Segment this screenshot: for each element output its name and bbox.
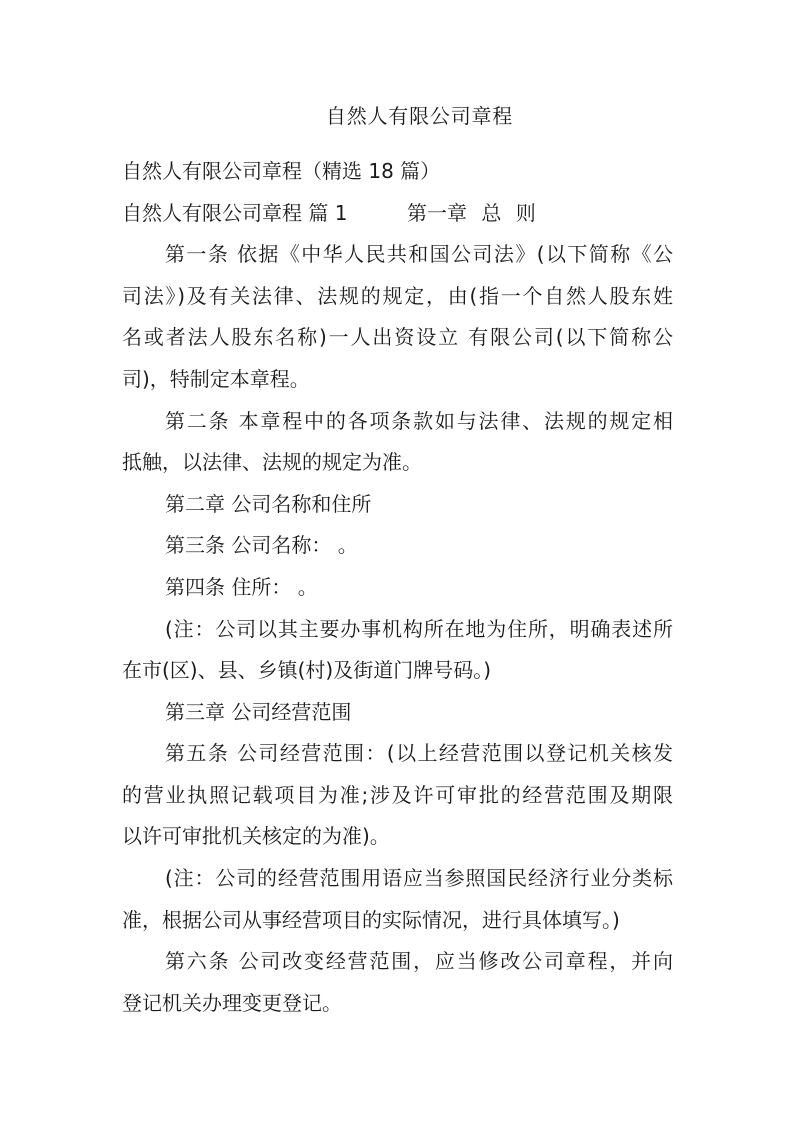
article-line: 的营业执照记载项目为准;涉及许可审批的经营范围及期限 [122,782,673,807]
document-title: 自然人有限公司章程 [325,104,514,128]
section-heading [122,193,673,235]
article-1 [122,234,673,400]
article-line: 第二条 本章程中的各项条款如与法律、法规的规定相 [165,408,673,433]
article-line: 抵触，以法律、法规的规定为准。 [122,450,422,475]
note-line: 准，根据公司从事经营项目的实际情况，进行具体填写。) [122,907,620,932]
article-4 [122,567,673,609]
chapter-heading-line: 第二章 公司名称和住所 [165,491,372,516]
note-line: (注：公司的经营范围用语应当参照国民经济行业分类标 [165,866,673,891]
note-2 [122,858,673,941]
article-3 [122,525,673,567]
note-line: 在市(区)、县、乡镇(村)及街道门牌号码。) [122,658,492,683]
article-line: 第四条 住所： 。 [165,574,318,599]
article-line: 司)，特制定本章程。 [122,366,310,391]
piece-label: 自然人有限公司章程 篇 1 [122,200,348,225]
chapter-1-heading: 第一章 总 则 [407,200,536,225]
chapter-heading-line: 第三章 公司经营范围 [165,699,352,724]
article-5 [122,733,673,858]
article-line: 第五条 公司经营范围：(以上经营范围以登记机关核发 [165,741,673,766]
article-line: 第一条 依据《中华人民共和国公司法》(以下简称《公 [165,242,673,267]
article-2 [122,401,673,484]
document-body [122,96,673,1024]
note-1 [122,609,673,692]
article-6 [122,941,673,1024]
article-line: 第三条 公司名称： 。 [165,533,358,558]
article-line: 第六条 公司改变经营范围，应当修改公司章程，并向 [165,949,673,974]
note-line: (注：公司以其主要办事机构所在地为住所，明确表述所 [165,616,673,641]
chapter-3-heading [122,692,673,734]
article-line: 名或者法人股东名称)一人出资设立 有限公司(以下简称公 [122,325,673,350]
article-line: 以许可审批机关核定的为准)。 [122,824,390,849]
article-line: 司法》)及有关法律、法规的规定，由(指一个自然人股东姓 [122,283,673,308]
document-subtitle: 自然人有限公司章程（精选 18 篇） [122,158,441,183]
chapter-2-heading [122,484,673,526]
article-line: 登记机关办理变更登记。 [122,990,342,1015]
